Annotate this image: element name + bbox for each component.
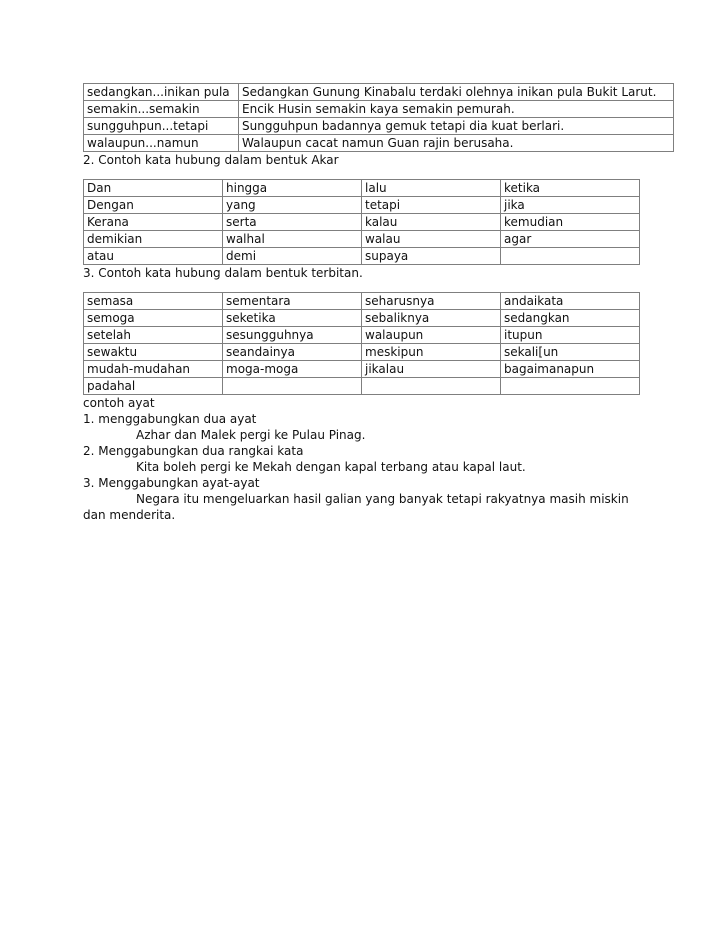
table-cell: meskipun — [362, 344, 501, 361]
table-cell: kemudian — [501, 214, 640, 231]
table-cell: itupun — [501, 327, 640, 344]
terbitan-conjunction-table — [83, 292, 640, 395]
table-cell: jika — [501, 197, 640, 214]
table-cell: Walaupun cacat namun Guan rajin berusaha. — [239, 135, 674, 152]
table-row — [84, 378, 640, 395]
example-sentence: Negara itu mengeluarkan hasil galian yang banyak tetapi rakyatnya masih miskin — [136, 492, 629, 506]
example-sentence-continuation: dan menderita. — [83, 508, 176, 522]
table-cell: seandainya — [223, 344, 362, 361]
table-cell: sekali[un — [501, 344, 640, 361]
table-row — [84, 310, 640, 327]
table-row — [84, 197, 640, 214]
table-row — [84, 293, 640, 310]
table-cell — [501, 378, 640, 395]
table-cell: serta — [223, 214, 362, 231]
table-row — [84, 118, 674, 135]
table-row — [84, 361, 640, 378]
examples-title: contoh ayat — [83, 396, 155, 410]
table-cell: semakin...semakin — [84, 101, 239, 118]
table-cell: seketika — [223, 310, 362, 327]
spacer — [83, 281, 683, 292]
table-cell: Dengan — [84, 197, 223, 214]
table-cell: supaya — [362, 248, 501, 265]
table-cell: andaikata — [501, 293, 640, 310]
table-cell: Sungguhpun badannya gemuk tetapi dia kuat berlari. — [239, 118, 674, 135]
table-cell: ketika — [501, 180, 640, 197]
table-cell: agar — [501, 231, 640, 248]
table-cell: semoga — [84, 310, 223, 327]
example-heading: 3. Menggabungkan ayat-ayat — [83, 476, 260, 490]
example-heading: 1. menggabungkan dua ayat — [83, 412, 257, 426]
table-row — [84, 344, 640, 361]
document-page — [83, 83, 683, 523]
table-cell: Encik Husin semakin kaya semakin pemurah. — [239, 101, 674, 118]
table-cell: kalau — [362, 214, 501, 231]
table-cell: hingga — [223, 180, 362, 197]
table-cell: bagaimanapun — [501, 361, 640, 378]
table-cell: moga-moga — [223, 361, 362, 378]
table-row — [84, 231, 640, 248]
correlative-conjunction-table — [83, 83, 674, 152]
table-cell: padahal — [84, 378, 223, 395]
table-cell: demi — [223, 248, 362, 265]
section-heading-terbitan: 3. Contoh kata hubung dalam bentuk terbitan. — [83, 266, 363, 280]
example-sentence: Azhar dan Malek pergi ke Pulau Pinag. — [136, 428, 366, 442]
table-row — [84, 248, 640, 265]
table-cell — [501, 248, 640, 265]
spacer — [83, 168, 683, 179]
table-cell: mudah-mudahan — [84, 361, 223, 378]
table-row — [84, 135, 674, 152]
table-cell: jikalau — [362, 361, 501, 378]
table-row — [84, 214, 640, 231]
table-cell: Kerana — [84, 214, 223, 231]
akar-conjunction-table — [83, 179, 640, 265]
example-sentence: Kita boleh pergi ke Mekah dengan kapal terbang atau kapal laut. — [136, 460, 526, 474]
table-row — [84, 84, 674, 101]
table-cell — [362, 378, 501, 395]
table-cell: atau — [84, 248, 223, 265]
table-cell: sewaktu — [84, 344, 223, 361]
table-cell: sementara — [223, 293, 362, 310]
table-cell: sedangkan — [501, 310, 640, 327]
table-cell: walaupun — [362, 327, 501, 344]
table-cell: semasa — [84, 293, 223, 310]
table-cell: demikian — [84, 231, 223, 248]
table-cell: tetapi — [362, 197, 501, 214]
table-cell: Dan — [84, 180, 223, 197]
table-cell: sungguhpun...tetapi — [84, 118, 239, 135]
table-cell: lalu — [362, 180, 501, 197]
table-cell — [223, 378, 362, 395]
table-cell: walau — [362, 231, 501, 248]
section-heading-akar: 2. Contoh kata hubung dalam bentuk Akar — [83, 153, 339, 167]
table-cell: walhal — [223, 231, 362, 248]
table-row — [84, 180, 640, 197]
table-cell: sesungguhnya — [223, 327, 362, 344]
table-cell: setelah — [84, 327, 223, 344]
table-cell: sebaliknya — [362, 310, 501, 327]
table-cell: Sedangkan Gunung Kinabalu terdaki olehnya inikan pula Bukit Larut. — [239, 84, 674, 101]
example-heading: 2. Menggabungkan dua rangkai kata — [83, 444, 304, 458]
table-row — [84, 327, 640, 344]
table-cell: walaupun...namun — [84, 135, 239, 152]
table-cell: seharusnya — [362, 293, 501, 310]
table-cell: sedangkan...inikan pula — [84, 84, 239, 101]
table-cell: yang — [223, 197, 362, 214]
table-row — [84, 101, 674, 118]
